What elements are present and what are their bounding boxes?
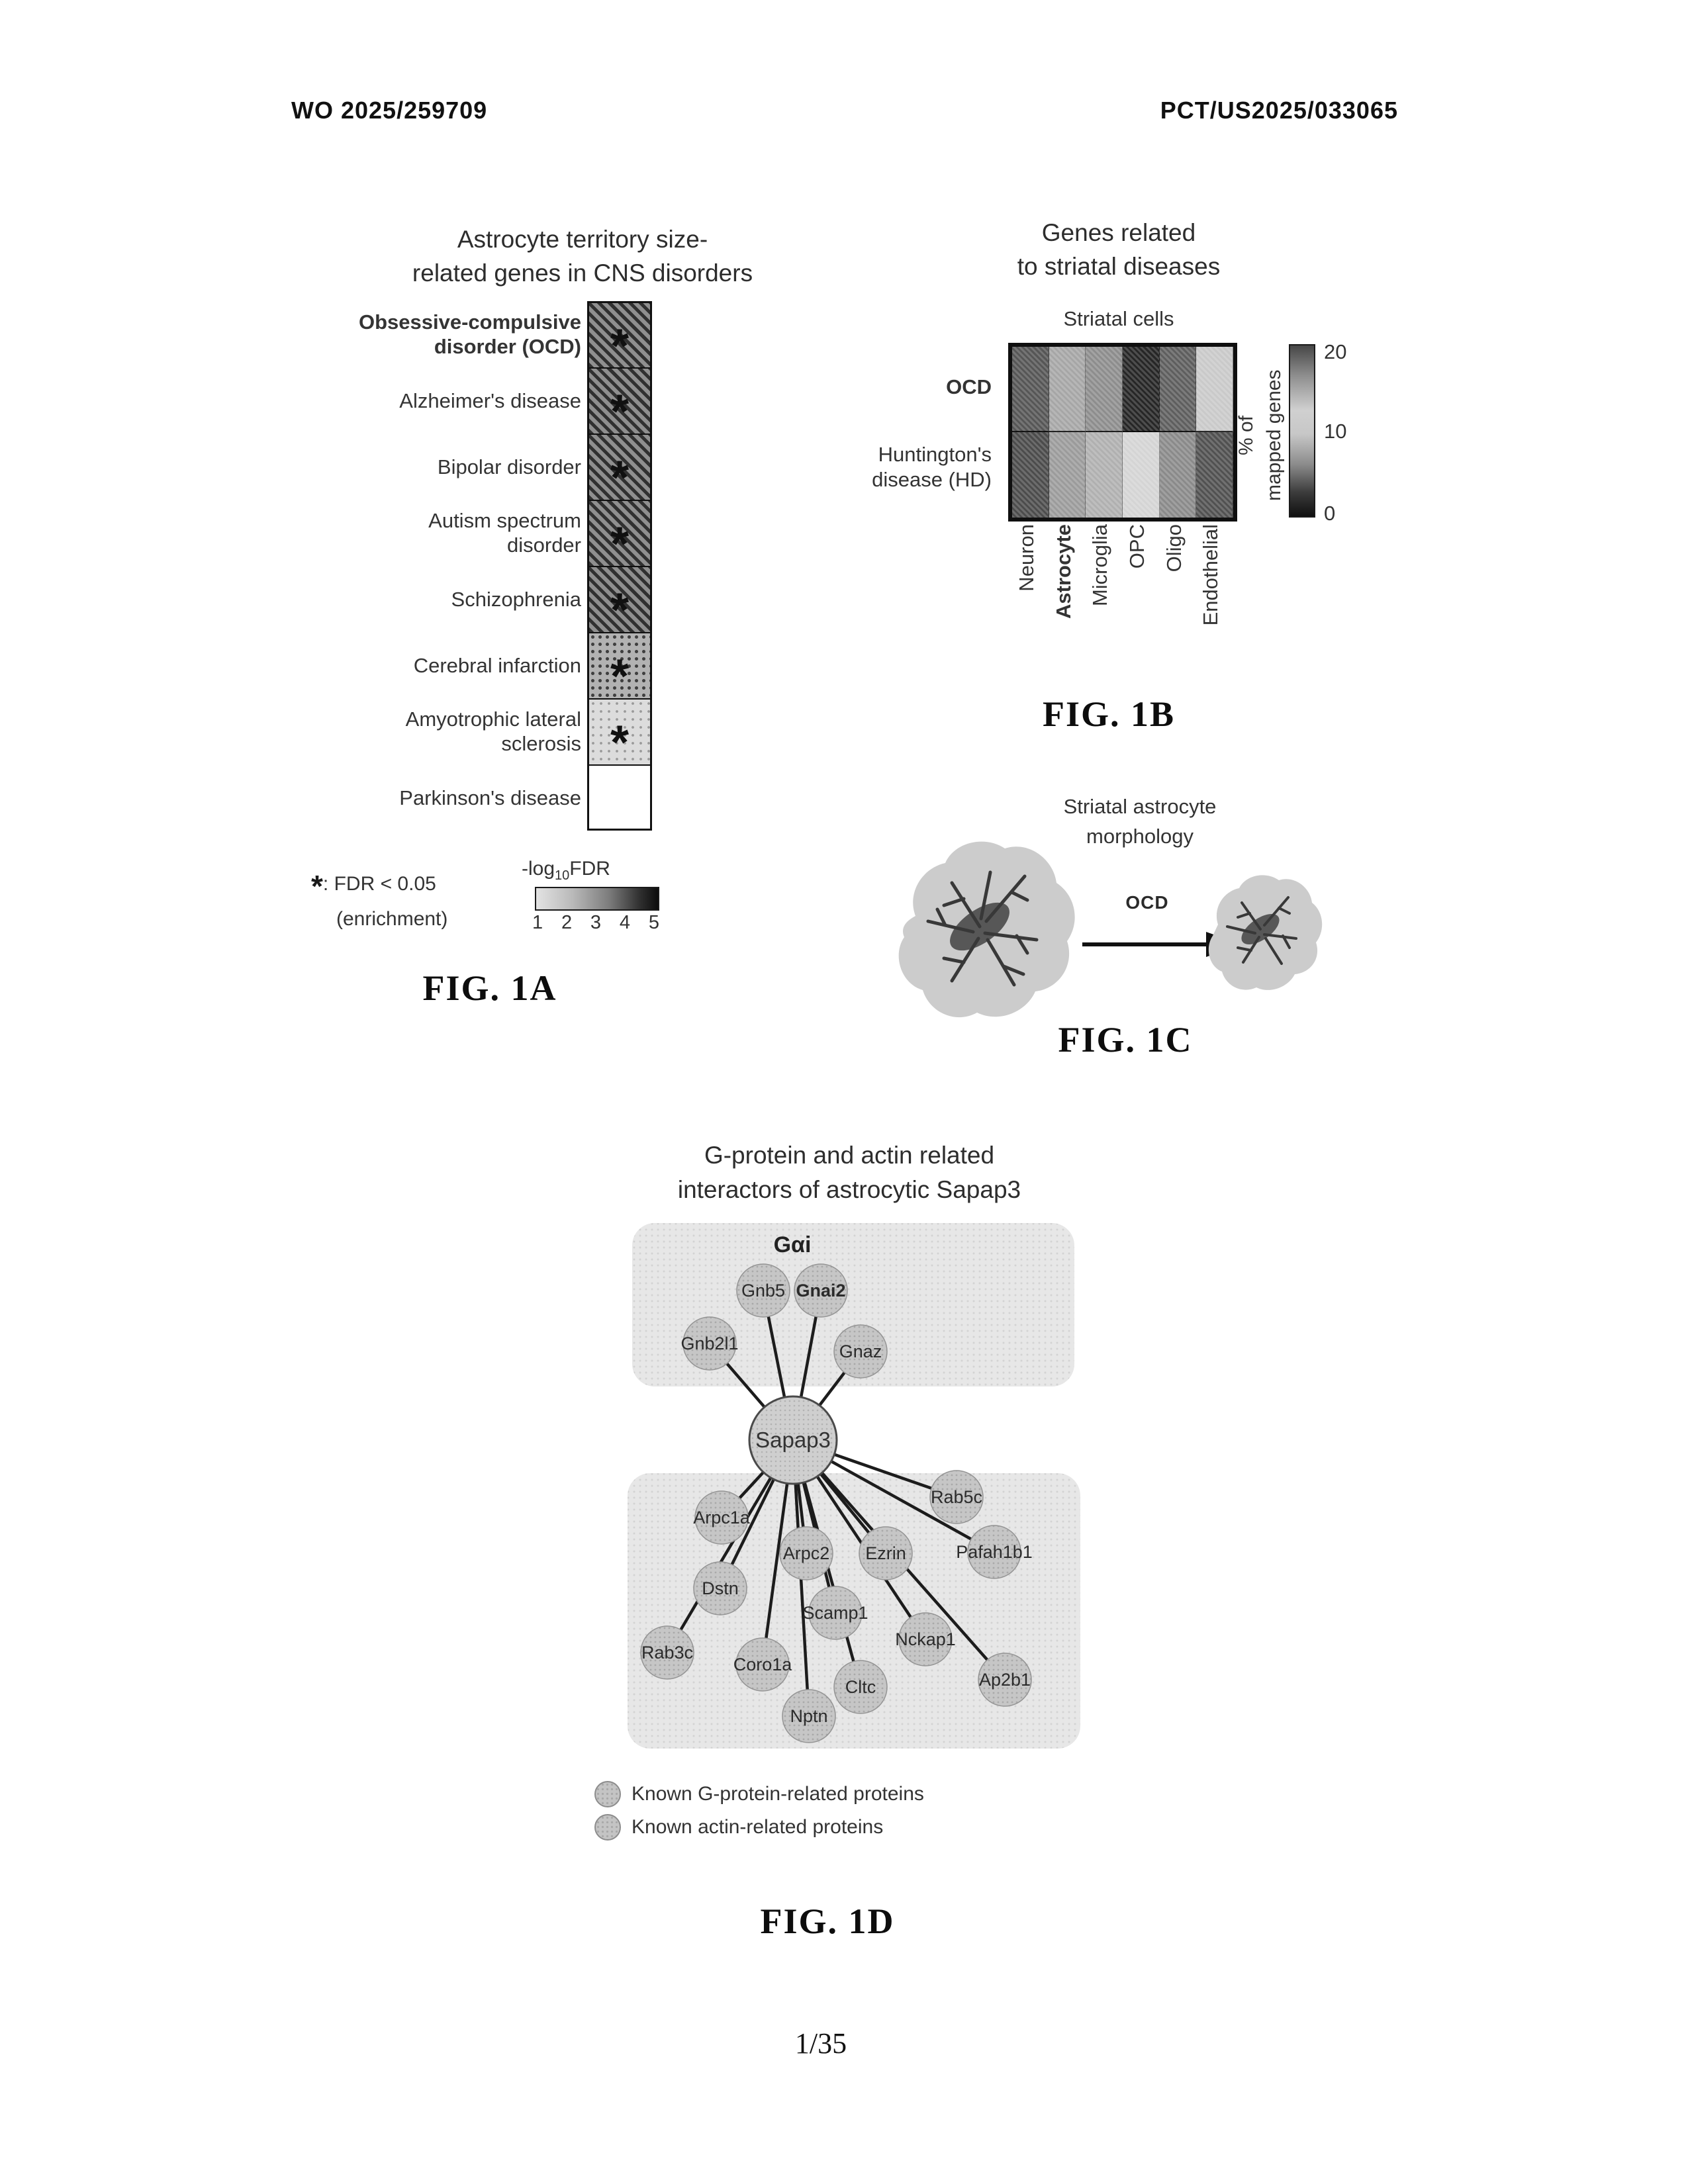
disorder-label: Cerebral infarction (413, 653, 581, 677)
legend-circle-icon (594, 1814, 621, 1841)
astrocyte-small-image (1192, 862, 1327, 997)
fig1d-legend (594, 1778, 924, 1844)
disorder-label: Alzheimer's disease (399, 388, 581, 412)
gai-group-label: Gαi (773, 1232, 812, 1257)
heatmap-cell (1086, 432, 1123, 518)
heatmap-cell (1086, 347, 1123, 432)
enrichment-cell (587, 500, 652, 571)
fig1d-title (618, 1138, 1081, 1207)
heatmap-cell (1049, 432, 1086, 518)
colorbar-tick: 2 (561, 912, 573, 933)
legend-row (594, 1811, 924, 1844)
fig1b-col-label-astrocyte: Astrocyte (1052, 524, 1075, 619)
protein-node-label: Gnb5 (741, 1281, 786, 1300)
fig1b-col-label-oligo: Oligo (1162, 524, 1186, 572)
page-number: 1/35 (794, 2027, 847, 2060)
astrocyte-large-image (874, 822, 1092, 1040)
heatmap-cell (1160, 432, 1197, 518)
fig1b-colorbar (1289, 344, 1315, 518)
colorbar-tick: 0 (1324, 502, 1336, 525)
fig1b-title (920, 216, 1317, 283)
fig1d-title-line1: G-protein and actin related (704, 1142, 995, 1169)
enrichment-cell (587, 764, 652, 831)
protein-node-label: Rab5c (930, 1487, 983, 1507)
fig1b-title-line2: to striatal diseases (1017, 253, 1221, 280)
publication-number: WO 2025/259709 (291, 97, 488, 124)
fig1b-title-line1: Genes related (1041, 219, 1196, 246)
significance-asterisk: * (610, 385, 630, 439)
fig1b-row-label-hd: Huntington's disease (HD) (872, 443, 992, 491)
disorder-row (291, 367, 662, 439)
disorder-label: Schizophrenia (451, 587, 581, 611)
heatmap-cell (1123, 347, 1160, 432)
log-label-subscript: 10 (555, 868, 570, 883)
fig1d-title-line2: interactors of astrocytic Sapap3 (677, 1176, 1021, 1203)
legend-label: Known G-protein-related proteins (632, 1783, 924, 1805)
disorder-row (291, 698, 662, 770)
log-label-suffix: FDR (569, 858, 610, 880)
enrichment-cell (587, 566, 652, 637)
protein-node-label: Nckap1 (895, 1629, 956, 1649)
disorder-row (291, 433, 662, 505)
legend-label: Known actin-related proteins (632, 1816, 884, 1838)
significance-asterisk: * (610, 584, 630, 637)
fig1a-colorbar-ticks (532, 912, 659, 934)
fig1c-title-line2: morphology (1086, 825, 1194, 848)
heatmap-cell (1160, 347, 1197, 432)
colorbar-tick: 20 (1324, 340, 1347, 363)
fdr-threshold-text: : FDR < 0.05 (322, 873, 436, 895)
disorder-row (291, 301, 662, 373)
protein-node-label: Ap2b1 (978, 1670, 1031, 1690)
significance-asterisk: * (610, 319, 630, 373)
disorder-row (291, 500, 662, 571)
protein-node-label: Gnb2l1 (680, 1334, 739, 1353)
significance-asterisk: * (610, 518, 630, 571)
enrichment-cell (587, 433, 652, 505)
significance-asterisk: * (610, 451, 630, 505)
protein-node-label: Scamp1 (802, 1603, 868, 1623)
disorder-row (291, 566, 662, 637)
enrichment-cell (587, 301, 652, 373)
heatmap-cell (1012, 347, 1049, 432)
disorder-label: Bipolar disorder (437, 455, 581, 478)
disorder-row (291, 764, 662, 831)
sapap3-interaction-network (596, 1205, 1125, 1787)
fig1b-heatmap (1008, 343, 1237, 522)
protein-node-label: Arpc1a (693, 1508, 750, 1527)
fig1b-col-label-opc: OPC (1125, 524, 1149, 569)
fig1b-row-label-ocd: OCD (946, 375, 992, 398)
colorbar-label-line2: mapped genes (1263, 369, 1285, 502)
enrichment-cell (587, 632, 652, 704)
fig1a-colorbar (535, 887, 659, 911)
enrichment-cell (587, 367, 652, 439)
protein-node-label: Ezrin (865, 1543, 906, 1563)
protein-node-label: Coro1a (733, 1655, 792, 1674)
protein-node-label: Nptn (790, 1706, 828, 1726)
asterisk-icon: * (311, 869, 323, 903)
colorbar-tick: 4 (619, 912, 630, 933)
protein-node-label: Cltc (845, 1677, 876, 1697)
fig1b-col-label-neuron: Neuron (1015, 524, 1038, 592)
colorbar-tick: 10 (1324, 420, 1347, 443)
disorder-label: Parkinson's disease (399, 786, 581, 809)
disorder-row (291, 632, 662, 704)
protein-node-label: Pafah1b1 (956, 1542, 1033, 1562)
fig1a-title-line1: Astrocyte territory size- (457, 226, 708, 253)
fig1b-colorbar-label (1233, 323, 1288, 548)
heatmap-cell (1196, 347, 1233, 432)
fig1b-col-label-endothelial: Endothelial (1199, 524, 1222, 626)
heatmap-cell (1012, 432, 1049, 518)
colorbar-tick: 1 (532, 912, 543, 933)
protein-node-label: Gnai2 (796, 1281, 846, 1300)
fig1b-column-group-label: Striatal cells (1063, 307, 1174, 330)
fig1c-arrow-label: OCD (1125, 892, 1169, 913)
colorbar-tick: 3 (590, 912, 602, 933)
heatmap-cell (1049, 347, 1086, 432)
protein-node-label: Rab3c (641, 1643, 694, 1662)
significance-asterisk: * (610, 716, 630, 770)
sapap3-hub-label: Sapap3 (755, 1428, 831, 1452)
heatmap-cell (1123, 432, 1160, 518)
enrichment-cell (587, 698, 652, 770)
fig1a-title-line2: related genes in CNS disorders (412, 259, 753, 287)
fig1b-col-label-microglia: Microglia (1088, 524, 1111, 607)
enrichment-text: (enrichment) (336, 908, 448, 930)
disorder-label: Autism spectrum disorder (428, 509, 581, 557)
log-label-prefix: -log (522, 858, 555, 880)
protein-node-label: Arpc2 (782, 1543, 830, 1563)
fig1a-caption: FIG. 1A (422, 968, 557, 1008)
disorder-label: Amyotrophic lateral sclerosis (405, 707, 581, 755)
fig1a-title (351, 222, 814, 290)
colorbar-tick: 5 (648, 912, 659, 933)
fig1c-title-line1: Striatal astrocyte (1063, 795, 1217, 818)
protein-node-label: Dstn (702, 1578, 739, 1598)
protein-node-label: Gnaz (839, 1342, 882, 1361)
fig1a-colorbar-label (522, 858, 610, 884)
fig1d-caption: FIG. 1D (760, 1901, 895, 1941)
legend-row (594, 1778, 924, 1811)
disorder-label: Obsessive-compulsive disorder (OCD) (359, 310, 581, 358)
fig1c-caption: FIG. 1C (1058, 1020, 1193, 1060)
fig1b-caption: FIG. 1B (1042, 694, 1176, 734)
application-number: PCT/US2025/033065 (1160, 97, 1398, 124)
significance-asterisk: * (610, 650, 630, 704)
fig1a-heatmap-column (291, 301, 662, 831)
colorbar-label-line1: % of (1235, 415, 1257, 456)
legend-circle-icon (594, 1781, 621, 1807)
heatmap-cell (1196, 432, 1233, 518)
fig1a-fdr-note (311, 868, 447, 931)
